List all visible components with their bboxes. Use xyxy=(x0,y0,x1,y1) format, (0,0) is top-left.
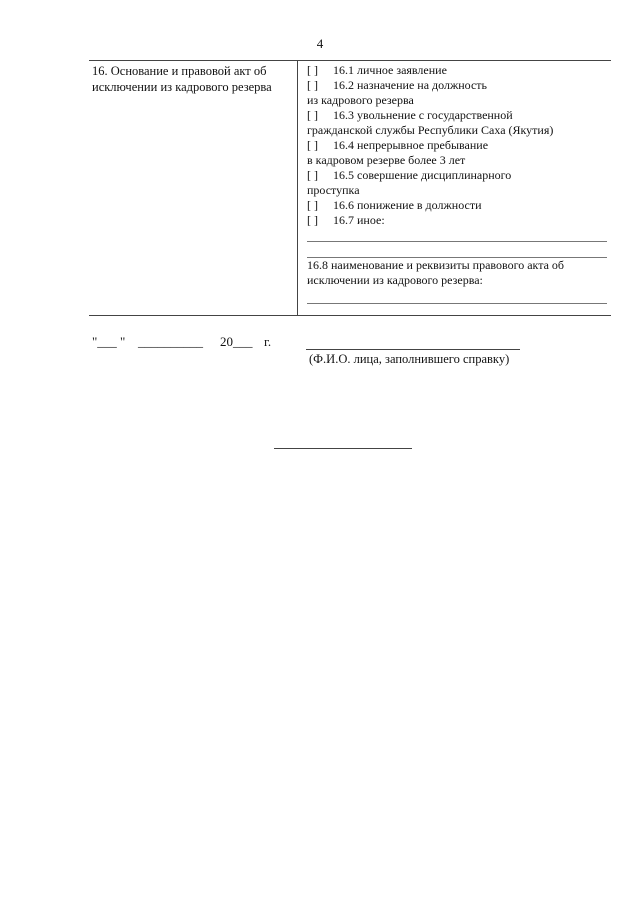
option-16-2-cont: из кадрового резерва xyxy=(307,93,414,107)
option-label: 16.5 совершение дисциплинарного xyxy=(333,168,512,182)
checkbox-bracket[interactable]: [ ] xyxy=(307,63,318,77)
option-label: 16.4 непрерывное пребывание xyxy=(333,138,489,152)
date-suffix: г. xyxy=(264,334,272,349)
exclusion-table xyxy=(89,60,611,316)
checkbox-bracket[interactable]: [ ] xyxy=(307,78,318,92)
date-day-field[interactable]: "___ " xyxy=(92,334,126,349)
column-divider xyxy=(297,61,298,315)
section-title xyxy=(92,63,292,95)
item-16-8-line-1: 16.8 наименование и реквизиты правового акта об xyxy=(307,258,565,272)
option-16-3-cont: гражданской службы Республики Саха (Якутия) xyxy=(307,123,554,137)
signature-line[interactable] xyxy=(306,349,520,350)
checkbox-bracket[interactable]: [ ] xyxy=(307,168,318,182)
checkbox-bracket[interactable]: [ ] xyxy=(307,108,318,122)
option-label: 16.7 иное: xyxy=(333,213,385,227)
section-title-line-1: 16. Основание и правовой акт об xyxy=(92,64,267,78)
option-label: 16.2 назначение на должность xyxy=(333,78,488,92)
checkbox-bracket[interactable]: [ ] xyxy=(307,138,318,152)
checkbox-bracket[interactable]: [ ] xyxy=(307,198,318,212)
date-year-field[interactable]: 20___ xyxy=(220,334,253,349)
page-number: 4 xyxy=(316,36,324,51)
checkbox-bracket[interactable]: [ ] xyxy=(307,213,318,227)
option-16-1[interactable] xyxy=(307,63,607,78)
option-label: 16.6 понижение в должности xyxy=(333,198,482,212)
option-16-7[interactable] xyxy=(307,213,607,228)
options-cell xyxy=(307,63,607,304)
date-month-field[interactable]: __________ xyxy=(138,334,203,349)
legal-act-entry-line[interactable] xyxy=(307,303,607,304)
option-16-5-cont: проступка xyxy=(307,183,360,197)
option-label: 16.3 увольнение с государственной xyxy=(333,108,513,122)
option-16-6[interactable] xyxy=(307,198,607,213)
option-16-4[interactable] xyxy=(307,138,607,153)
section-title-line-2: исключении из кадрового резерва xyxy=(92,80,272,94)
signature-caption: (Ф.И.О. лица, заполнившего справку) xyxy=(309,352,510,366)
option-16-4-cont: в кадровом резерве более 3 лет xyxy=(307,153,466,167)
item-16-8-line-2: исключении из кадрового резерва: xyxy=(307,273,483,287)
document-end-rule xyxy=(274,448,412,449)
option-16-3[interactable] xyxy=(307,108,607,123)
option-16-5[interactable] xyxy=(307,168,607,183)
option-label: 16.1 личное заявление xyxy=(333,63,447,77)
option-16-2[interactable] xyxy=(307,78,607,93)
